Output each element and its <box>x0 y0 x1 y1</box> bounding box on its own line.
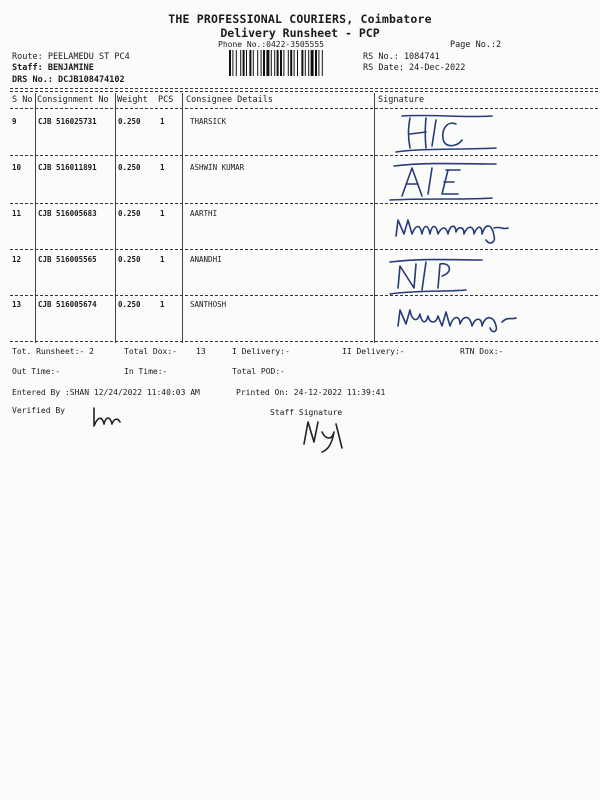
barcode-bar <box>261 50 262 76</box>
barcode-bar <box>243 50 245 76</box>
company-name: THE PROFESSIONAL COURIERS, Coimbatore <box>168 12 432 26</box>
barcode-bar <box>301 50 303 76</box>
row-weight: 0.250 <box>118 300 141 309</box>
row-rule <box>10 203 598 204</box>
column-consignee: Consignee Details <box>186 95 273 105</box>
barcode-bar <box>315 50 317 76</box>
row-pcs: 1 <box>160 300 165 309</box>
barcode-bar <box>277 50 279 76</box>
barcode-bar <box>305 50 306 76</box>
barcode-bar <box>274 50 275 76</box>
barcode-bar <box>240 50 241 76</box>
row-consignment: CJB 516005674 <box>38 300 97 309</box>
header-rule-top-2 <box>10 91 598 92</box>
barcode-bar <box>229 50 231 76</box>
barcode-bar <box>266 50 269 76</box>
ii-delivery: II Delivery:- <box>342 347 405 356</box>
i-delivery: I Delivery:- <box>232 347 290 356</box>
barcode-bar <box>322 50 323 76</box>
runsheet-title: Delivery Runsheet - PCP <box>220 26 380 40</box>
column-pcs: PCS <box>158 95 174 105</box>
entered-by: Entered By :SHAN 12/24/2022 11:40:03 AM <box>12 388 200 397</box>
barcode-bar <box>236 50 237 76</box>
barcode-bar <box>263 50 265 76</box>
out-time: Out Time:- <box>12 367 61 376</box>
route-label: Route: PEELAMEDU ST PC4 <box>12 52 130 62</box>
barcode-bar <box>257 50 258 76</box>
header-rule-top <box>10 88 598 89</box>
verified-by: Verified By <box>12 406 65 415</box>
column-divider <box>374 93 375 343</box>
barcode-bar <box>280 50 282 76</box>
drs-number: DRS No.: DCJB108474102 <box>12 75 125 85</box>
barcode-bar <box>249 50 251 76</box>
row-consignment: CJB 516005565 <box>38 255 97 264</box>
column-sno: S No <box>12 95 33 105</box>
row-pcs: 1 <box>160 255 165 264</box>
row-sno: 10 <box>12 163 22 172</box>
row-pcs: 1 <box>160 209 165 218</box>
row-pcs: 1 <box>160 163 165 172</box>
total-runsheet: Tot. Runsheet:- 2 <box>12 347 94 356</box>
staff-signature-mark <box>298 414 358 456</box>
barcode-bar <box>290 50 292 76</box>
row-consignment: CJB 516011891 <box>38 163 97 172</box>
barcode-bar <box>283 50 284 76</box>
column-signature: Signature <box>378 95 425 105</box>
row-consignee: AARTHI <box>190 209 218 218</box>
row-rule <box>10 249 598 250</box>
row-consignee: THARSICK <box>190 117 227 126</box>
phone-number: Phone No.:0422-3505555 <box>218 40 324 49</box>
signature-np <box>386 252 486 298</box>
column-divider <box>35 93 36 343</box>
header-rule-bottom <box>10 108 598 109</box>
barcode-bar <box>311 50 314 76</box>
row-rule <box>10 155 598 156</box>
staff-signature-label: Staff Signature <box>270 408 343 417</box>
column-consignment: Consignment No <box>37 95 109 105</box>
row-sno: 9 <box>12 117 17 126</box>
in-time: In Time:- <box>124 367 168 376</box>
signature-ae <box>388 158 500 204</box>
row-consignee: ANANDHI <box>190 255 222 264</box>
barcode-bar <box>271 50 272 76</box>
rtn-dox: RTN Dox:- <box>460 347 504 356</box>
barcode-bar <box>308 50 309 76</box>
row-sno: 12 <box>12 255 22 264</box>
row-consignee: ASHWIN KUMAR <box>190 163 245 172</box>
row-pcs: 1 <box>160 117 165 126</box>
barcode-bar <box>246 50 247 76</box>
signature-murugesan <box>390 206 520 248</box>
column-divider <box>115 93 116 343</box>
page-number: Page No.:2 <box>450 40 502 50</box>
column-weight: Weight <box>117 95 148 105</box>
row-weight: 0.250 <box>118 209 141 218</box>
staff-label: Staff: BENJAMINE <box>12 63 94 73</box>
barcode-bar <box>294 50 295 76</box>
total-dox-label: Total Dox:- <box>124 347 177 356</box>
row-rule <box>10 295 598 296</box>
row-weight: 0.250 <box>118 255 141 264</box>
barcode-bar <box>297 50 298 76</box>
barcode-bar <box>288 50 289 76</box>
rs-number: RS No.: 1084741 <box>363 52 440 62</box>
row-weight: 0.250 <box>118 117 141 126</box>
row-sno: 13 <box>12 300 22 309</box>
row-sno: 11 <box>12 209 22 218</box>
total-pod: Total POD:- <box>232 367 285 376</box>
row-consignment: CJB 516005683 <box>38 209 97 218</box>
barcode-bar <box>318 50 319 76</box>
printed-on: Printed On: 24-12-2022 11:39:41 <box>236 388 386 397</box>
signature-hc <box>392 112 502 154</box>
row-consignment: CJB 516025731 <box>38 117 97 126</box>
barcode-bar <box>232 50 233 76</box>
barcode-bar <box>253 50 254 76</box>
row-weight: 0.250 <box>118 163 141 172</box>
column-divider <box>182 93 183 343</box>
total-dox-value: 13 <box>196 347 206 356</box>
signature-duraisamy <box>392 298 532 336</box>
row-consignee: SANTHOSH <box>190 300 227 309</box>
rs-date: RS Date: 24-Dec-2022 <box>363 63 466 73</box>
verifier-signature <box>88 404 128 430</box>
table-rule-bottom <box>10 341 598 342</box>
barcode <box>229 50 353 76</box>
